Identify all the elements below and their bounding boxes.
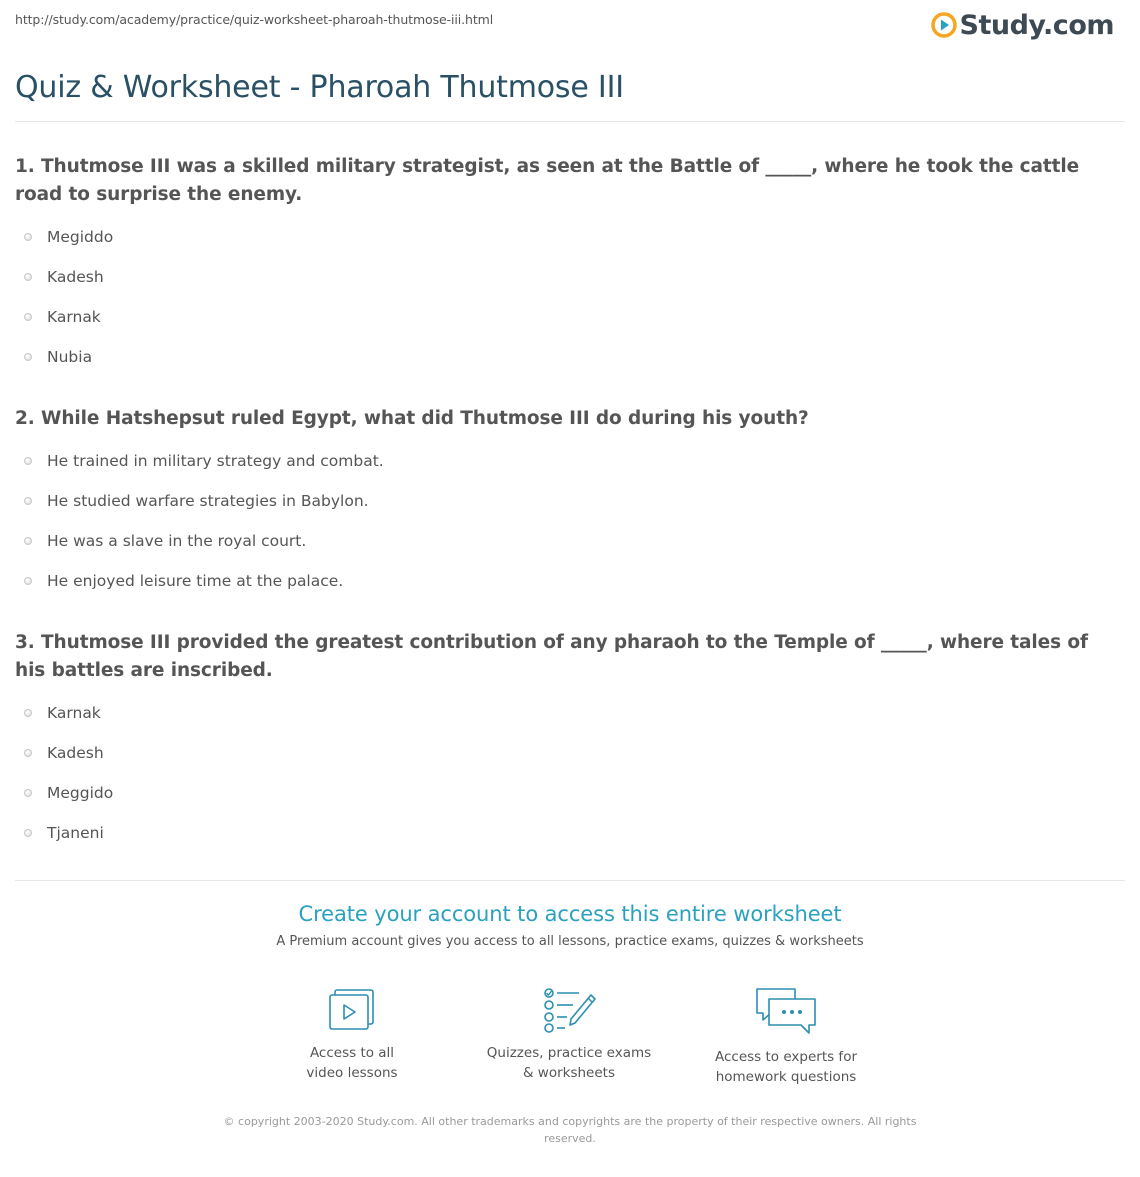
study-logo[interactable] [931,8,1114,42]
answer-option[interactable] [15,561,1110,601]
question-2 [15,405,1110,601]
answer-option[interactable] [15,441,1110,481]
feature-quizzes [469,985,669,1083]
answer-option[interactable] [15,481,1110,521]
answer-option[interactable] [15,733,1110,773]
answer-option[interactable] [15,217,1110,257]
radio-button[interactable] [24,537,32,545]
answer-label: He enjoyed leisure time at the palace. [47,572,344,590]
radio-button[interactable] [24,313,32,321]
copyright-notice: © copyright 2003-2020 Study.com. All other trademarks and copyrights are the property of their respective owners. All rights reserved. [223,1115,917,1145]
page-title: Quiz & Worksheet - Pharoah Thutmose III [15,70,624,105]
answer-label: Karnak [47,704,101,722]
feature-label: Quizzes, practice exams & worksheets [486,1045,652,1081]
video-lessons-icon [324,985,380,1033]
play-circle-icon [931,12,957,38]
answer-option[interactable] [15,521,1110,561]
question-text: 1. Thutmose III was a skilled military strategist, as seen at the Battle of _____, where he took the cattle road to surprise the enemy. [15,156,1080,205]
create-account-link[interactable]: Create your account to access this entire worksheet [298,902,842,926]
chat-bubbles-icon [753,985,819,1037]
radio-button[interactable] [24,709,32,717]
feature-video-lessons [252,985,452,1083]
answer-label: He trained in military strategy and combat. [47,452,384,470]
answer-label: He studied warfare strategies in Babylon. [47,492,369,510]
answer-option[interactable] [15,813,1110,853]
answer-option[interactable] [15,257,1110,297]
feature-label: Access to all video lessons [306,1045,398,1081]
radio-button[interactable] [24,789,32,797]
answer-option[interactable] [15,337,1110,377]
page-url: http://study.com/academy/practice/quiz-worksheet-pharoah-thutmose-iii.html [15,12,494,27]
answer-options [15,693,1110,853]
quiz-checklist-icon [541,985,597,1033]
answer-label: Megiddo [47,228,114,246]
logo-text: Study.com [959,9,1114,41]
question-text: 3. Thutmose III provided the greatest contribution of any pharaoh to the Temple of _____, where tales of his battles are inscribed. [15,632,1088,681]
answer-options [15,217,1110,377]
radio-button[interactable] [24,233,32,241]
radio-button[interactable] [24,273,32,281]
question-3 [15,629,1110,853]
radio-button[interactable] [24,353,32,361]
divider [15,121,1125,122]
answer-label: He was a slave in the royal court. [47,532,307,550]
radio-button[interactable] [24,577,32,585]
radio-button[interactable] [24,829,32,837]
answer-label: Tjaneni [47,824,104,842]
answer-label: Karnak [47,308,101,326]
feature-label: Access to experts for homework questions [714,1049,857,1085]
radio-button[interactable] [24,457,32,465]
answer-option[interactable] [15,693,1110,733]
answer-label: Kadesh [47,744,104,762]
question-text: 2. While Hatshepsut ruled Egypt, what did Thutmose III do during his youth? [15,408,809,429]
cta-subheading: A Premium account gives you access to all lessons, practice exams, quizzes & worksheets [276,934,864,949]
question-1 [15,153,1110,377]
answer-options [15,441,1110,601]
feature-experts [686,985,886,1087]
answer-label: Meggido [47,784,114,802]
answer-option[interactable] [15,297,1110,337]
radio-button[interactable] [24,497,32,505]
answer-label: Nubia [47,348,93,366]
divider [15,880,1125,881]
answer-option[interactable] [15,773,1110,813]
radio-button[interactable] [24,749,32,757]
answer-label: Kadesh [47,268,104,286]
